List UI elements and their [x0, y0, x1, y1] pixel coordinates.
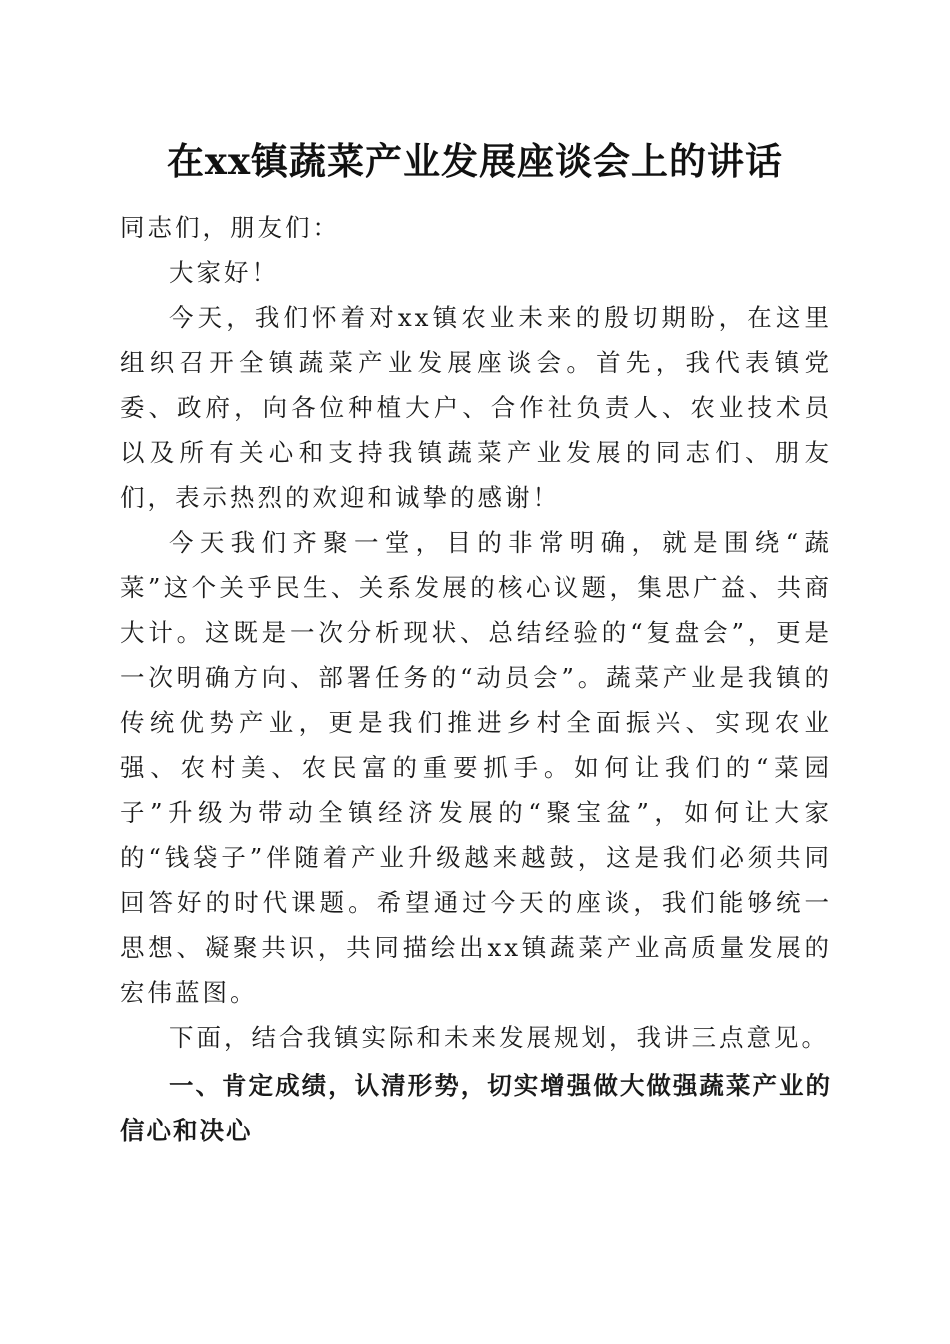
section-heading-1: 一、肯定成绩，认清形势，切实增强做大做强蔬菜产业的信心和决心 — [120, 1071, 832, 1145]
document-body — [120, 205, 832, 1153]
salutation: 同志们，朋友们： — [120, 213, 340, 242]
document-title: 在xx镇蔬菜产业发展座谈会上的讲话 — [166, 139, 784, 183]
paragraph-outline: 下面，结合我镇实际和未来发展规划，我讲三点意见。 — [169, 1023, 829, 1052]
greeting: 大家好！ — [169, 258, 279, 287]
paragraph-purpose: 今天我们齐聚一堂，目的非常明确，就是围绕“蔬菜”这个关乎民生、关系发展的核心议题，集思广益、共商大计。这既是一次分析现状、总结经验的“复盘会”，更是一次明确方向、部署任务的“动员会”。蔬菜产业是我镇的传统优势产业，更是我们推进乡村全面振兴、实现农业强、农村美、农民富的重要抓手。如何让我们的“菜园子”升级为带动全镇经济发展的“聚宝盆”，如何让大家的“钱袋子”伴随着产业升级越来越鼓，这是我们必须共同回答好的时代课题。希望通过今天的座谈，我们能够统一思想、凝聚共识，共同描绘出xx镇蔬菜产业高质量发展的宏伟蓝图。 — [120, 528, 832, 1007]
paragraph-opening: 今天，我们怀着对xx镇农业未来的殷切期盼，在这里组织召开全镇蔬菜产业发展座谈会。首先，我代表镇党委、政府，向各位种植大户、合作社负责人、农业技术员以及所有关心和支持我镇蔬菜产业发展的同志们、朋友们，表示热烈的欢迎和诚挚的感谢！ — [120, 303, 832, 512]
